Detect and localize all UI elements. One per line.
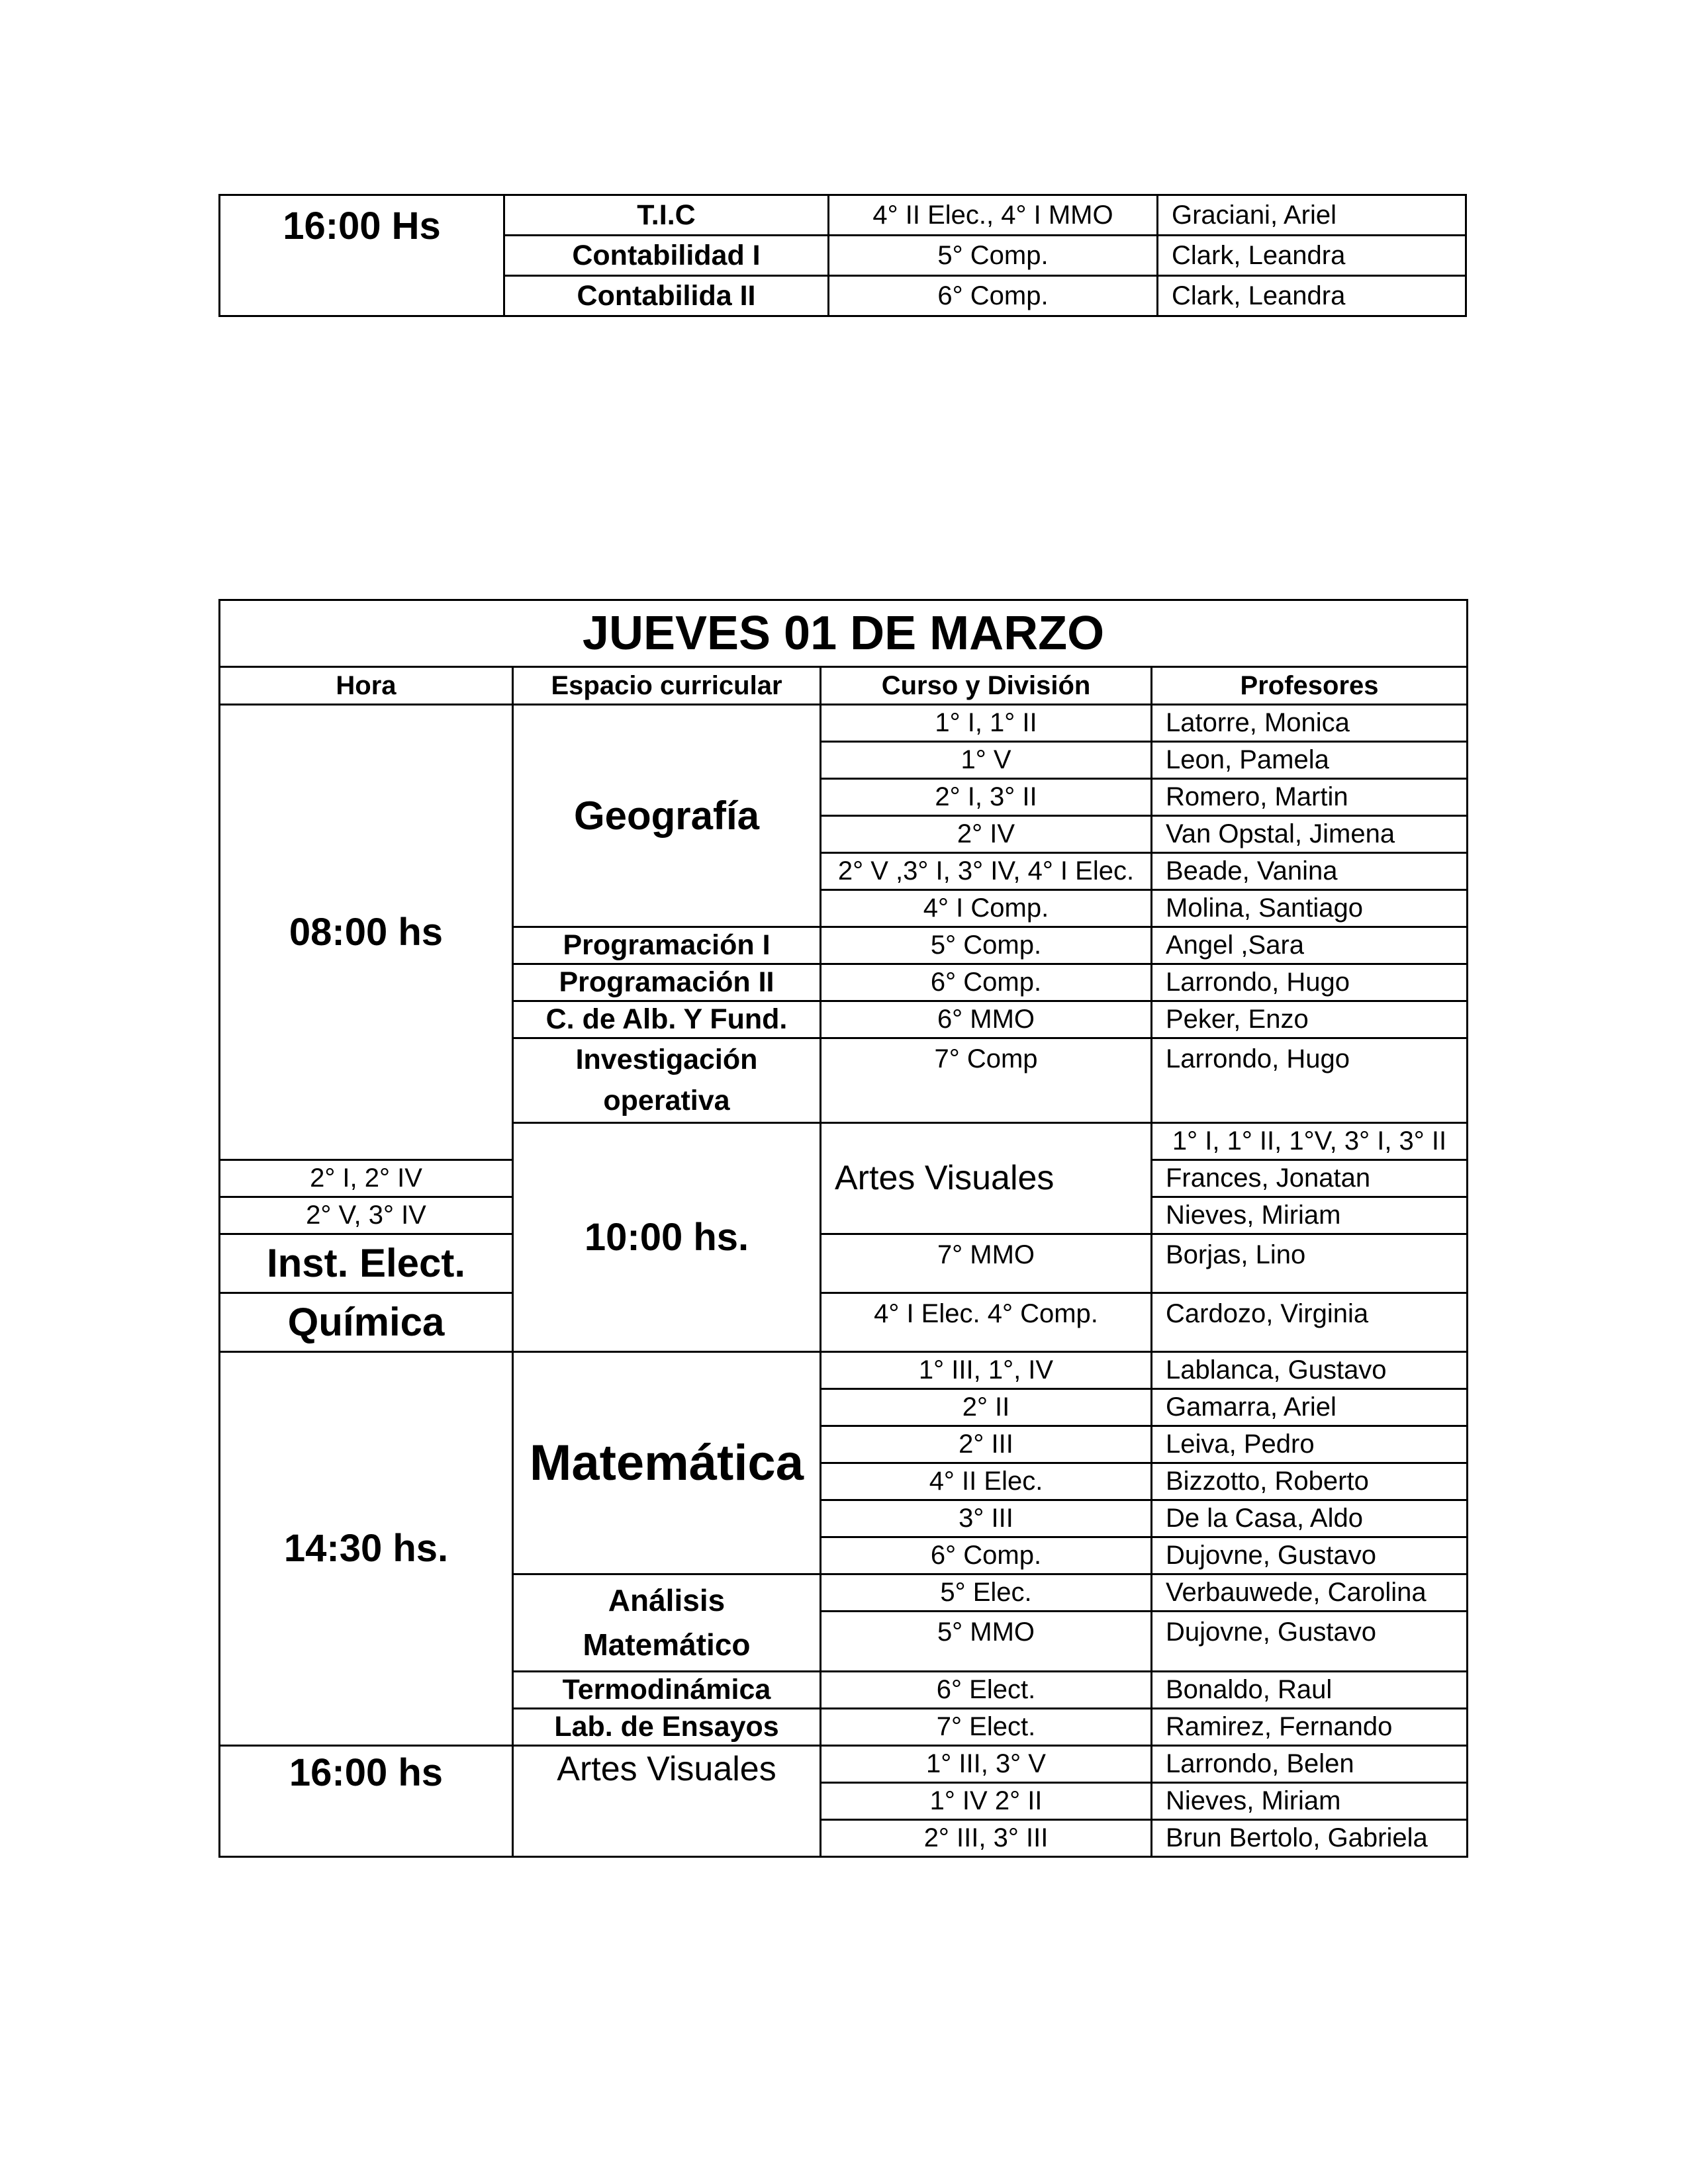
course-cell: 2° II [821,1388,1152,1426]
course-cell: 5° Comp. [829,236,1158,276]
subject-cell: Inst. Elect. [220,1234,513,1293]
course-cell: 4° I Comp. [821,890,1152,927]
course-cell: 2° I, 3° II [821,779,1152,816]
course-cell: 5° Elec. [821,1574,1152,1611]
table-row [220,1234,1468,1293]
course-cell: 3° III [821,1500,1152,1537]
teacher-cell: Latorre, Monica [1152,705,1468,742]
table-row [220,1293,1468,1351]
teacher-cell: Frances, Jonatan [1152,1160,1468,1197]
teacher-cell: Ramirez, Fernando [1152,1708,1468,1745]
course-cell: 2° I, 2° IV [220,1160,513,1197]
subject-cell: T.I.C [504,195,829,236]
teacher-cell: Larrondo, Hugo [1152,1038,1468,1123]
subject-cell: Geografía [513,705,821,927]
teacher-cell: Cardozo, Virginia [1152,1293,1468,1351]
course-cell: 2° III [821,1426,1152,1463]
course-cell: 4° I Elec. 4° Comp. [821,1293,1152,1351]
teacher-cell: Borjas, Lino [1152,1234,1468,1293]
teacher-cell: De la Casa, Aldo [1152,1500,1468,1537]
teacher-cell: Verbauwede, Carolina [1152,1574,1468,1611]
table-row [220,195,1466,236]
teacher-cell: Peker, Enzo [1152,1001,1468,1038]
course-cell: 1° I, 1° II, 1°V, 3° I, 3° II [1152,1122,1468,1160]
subject-cell: Termodinámica [513,1671,821,1708]
subject-cell: Artes Visuales [821,1122,1152,1234]
teacher-cell: Nieves, Miriam [1152,1782,1468,1819]
teacher-cell: Angel ,Sara [1152,927,1468,964]
course-cell: 1° III, 3° V [821,1745,1152,1782]
hour-cell: 14:30 hs. [220,1351,513,1745]
teacher-cell: Larrondo, Belen [1152,1745,1468,1782]
course-cell: 4° II Elec. [821,1463,1152,1500]
schedule-title: JUEVES 01 DE MARZO [220,600,1468,667]
teacher-cell: Molina, Santiago [1152,890,1468,927]
course-cell: 1° V [821,742,1152,779]
column-header: Hora [220,667,513,705]
hour-cell: 16:00 Hs [220,195,504,316]
subject-cell: Química [220,1293,513,1351]
teacher-cell: Dujovne, Gustavo [1152,1611,1468,1671]
course-cell: 7° Elect. [821,1708,1152,1745]
hour-cell: 16:00 hs [220,1745,513,1856]
teacher-cell: Graciani, Ariel [1158,195,1466,236]
teacher-cell: Clark, Leandra [1158,236,1466,276]
table-row [220,1351,1468,1388]
course-cell: 1° IV 2° II [821,1782,1152,1819]
teacher-cell: Gamarra, Ariel [1152,1388,1468,1426]
course-cell: 7° Comp [821,1038,1152,1123]
course-cell: 6° Comp. [821,1537,1152,1574]
teacher-cell: Dujovne, Gustavo [1152,1537,1468,1574]
course-cell: 6° Comp. [829,276,1158,316]
prev-schedule-table [218,194,1467,317]
subject-cell: Matemática [513,1351,821,1574]
column-header: Curso y División [821,667,1152,705]
subject-cell: Artes Visuales [513,1745,821,1856]
teacher-cell: Bonaldo, Raul [1152,1671,1468,1708]
subject-cell: Lab. de Ensayos [513,1708,821,1745]
course-cell: 5° MMO [821,1611,1152,1671]
table-row [220,1745,1468,1782]
course-cell: 6° MMO [821,1001,1152,1038]
course-cell: 6° Comp. [821,964,1152,1001]
course-cell: 1° III, 1°, IV [821,1351,1152,1388]
teacher-cell: Brun Bertolo, Gabriela [1152,1819,1468,1856]
teacher-cell: Nieves, Miriam [1152,1197,1468,1234]
column-header: Espacio curricular [513,667,821,705]
course-cell: 2° III, 3° III [821,1819,1152,1856]
subject-cell: Análisis Matemático [513,1574,821,1671]
teacher-cell: Beade, Vanina [1152,853,1468,890]
hour-cell: 08:00 hs [220,705,513,1160]
subject-cell: Programación I [513,927,821,964]
header-row [220,667,1468,705]
course-cell: 7° MMO [821,1234,1152,1293]
teacher-cell: Leon, Pamela [1152,742,1468,779]
schedule-table [218,599,1468,1858]
teacher-cell: Clark, Leandra [1158,276,1466,316]
teacher-cell: Larrondo, Hugo [1152,964,1468,1001]
course-cell: 2° IV [821,816,1152,853]
teacher-cell: Romero, Martin [1152,779,1468,816]
teacher-cell: Leiva, Pedro [1152,1426,1468,1463]
teacher-cell: Lablanca, Gustavo [1152,1351,1468,1388]
teacher-cell: Bizzotto, Roberto [1152,1463,1468,1500]
course-cell: 4° II Elec., 4° I MMO [829,195,1158,236]
subject-cell: Investigación operativa [513,1038,821,1123]
course-cell: 1° I, 1° II [821,705,1152,742]
subject-cell: Contabilidad I [504,236,829,276]
subject-cell: Contabilida II [504,276,829,316]
column-header: Profesores [1152,667,1468,705]
hour-cell: 10:00 hs. [513,1122,821,1351]
course-cell: 2° V, 3° IV [220,1197,513,1234]
subject-cell: Programación II [513,964,821,1001]
teacher-cell: Van Opstal, Jimena [1152,816,1468,853]
course-cell: 2° V ,3° I, 3° IV, 4° I Elec. [821,853,1152,890]
subject-cell: C. de Alb. Y Fund. [513,1001,821,1038]
table-row [220,705,1468,742]
title-row [220,600,1468,667]
course-cell: 5° Comp. [821,927,1152,964]
course-cell: 6° Elect. [821,1671,1152,1708]
